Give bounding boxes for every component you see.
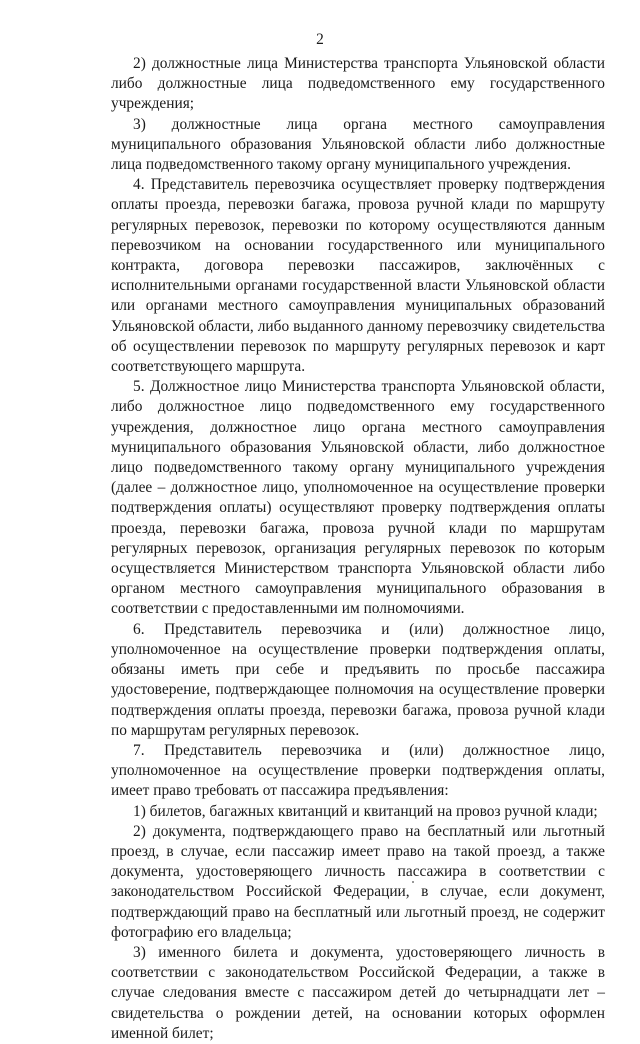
paragraph-clause-6: 6. Представитель перевозчика и (или) должностное лицо, уполномоченное на осуществление проверки подтверждения оплаты, обязаны иметь при себе и предъявить по просьбе пассажира удостоверение, подтверждающее полномочия на осуществление проверки подтверждения оплаты проезда, перевозки багажа, провоза ручной клади по маршрутам регулярных перевозок. <box>111 620 605 739</box>
paragraph-subitem-2: 2) документа, подтверждающего право на бесплатный или льготный проезд, в случае, если пассажир имеет право на такой проезд, а также документа, удостоверяющего личность пассажира в соответствии с законодательством Российской Федерации, в случае, если документ, подтверждающий право на бесплатный или льготный проезд, не содержит фотографию его владельца; <box>111 822 605 941</box>
paragraph-clause-7: 7. Представитель перевозчика и (или) должностное лицо, уполномоченное на осуществление проверки подтверждения оплаты, имеет право требовать от пассажира предъявления: <box>111 741 605 800</box>
scan-speck-mark <box>412 881 414 883</box>
paragraph-subitem-3: 3) именного билета и документа, удостоверяющего личность в соответствии с законодательством Российской Федерации, а также в случае следования вместе с пассажиром детей до четырнадцати лет – свидетельства о рождении детей, на основании которых оформлен именной билет; <box>111 943 605 1042</box>
paragraph-item-3: 3) должностные лица органа местного самоуправления муниципального образования Ульяновской области либо должностные лица подведомственного такому органу муниципального учреждения. <box>111 115 605 174</box>
paragraph-subitem-1: 1) билетов, багажных квитанций и квитанций на провоз ручной клади; <box>133 802 598 820</box>
page-number: 2 <box>316 31 324 48</box>
paragraph-clause-5: 5. Должностное лицо Министерства транспорта Ульяновской области, либо должностное лицо подведомственного ему государственного учреждения, должностное лицо органа местного самоуправления муниципального образования Ульяновской области, либо должностное лицо подведомственного такому органу муниципального учреждения (далее – должностное лицо, уполномоченное на осуществление проверки подтверждения оплаты) осуществляют проверку подтверждения оплаты проезда, перевозки багажа, провоза ручной клади по маршрутам регулярных перевозок, организация регулярных перевозок по которым осуществляется Министерством транспорта Ульяновской области либо органом местного самоуправления муниципального образования в соответствии с предоставленными им полномочиями. <box>111 378 605 618</box>
paragraph-clause-4: 4. Представитель перевозчика осуществляет проверку подтверждения оплаты проезда, перевозки багажа, провоза ручной клади по маршруту регулярных перевозок, перевозки по которому осуществляются данным перевозчиком на основании государственного или муниципального контракта, договора перевозки пассажиров, заключённых с исполнительными органами государственной власти Ульяновской области или органами местного самоуправления муниципальных образований Ульяновской области, либо выданного данному перевозчику свидетельства об осуществлении перевозок по маршруту регулярных перевозок и карт соответствующего маршрута. <box>111 176 605 376</box>
document-body <box>111 54 605 1044</box>
paragraph-item-2: 2) должностные лица Министерства транспорта Ульяновской области либо должностные лица подведомственного ему государственного учреждения; <box>111 55 605 113</box>
